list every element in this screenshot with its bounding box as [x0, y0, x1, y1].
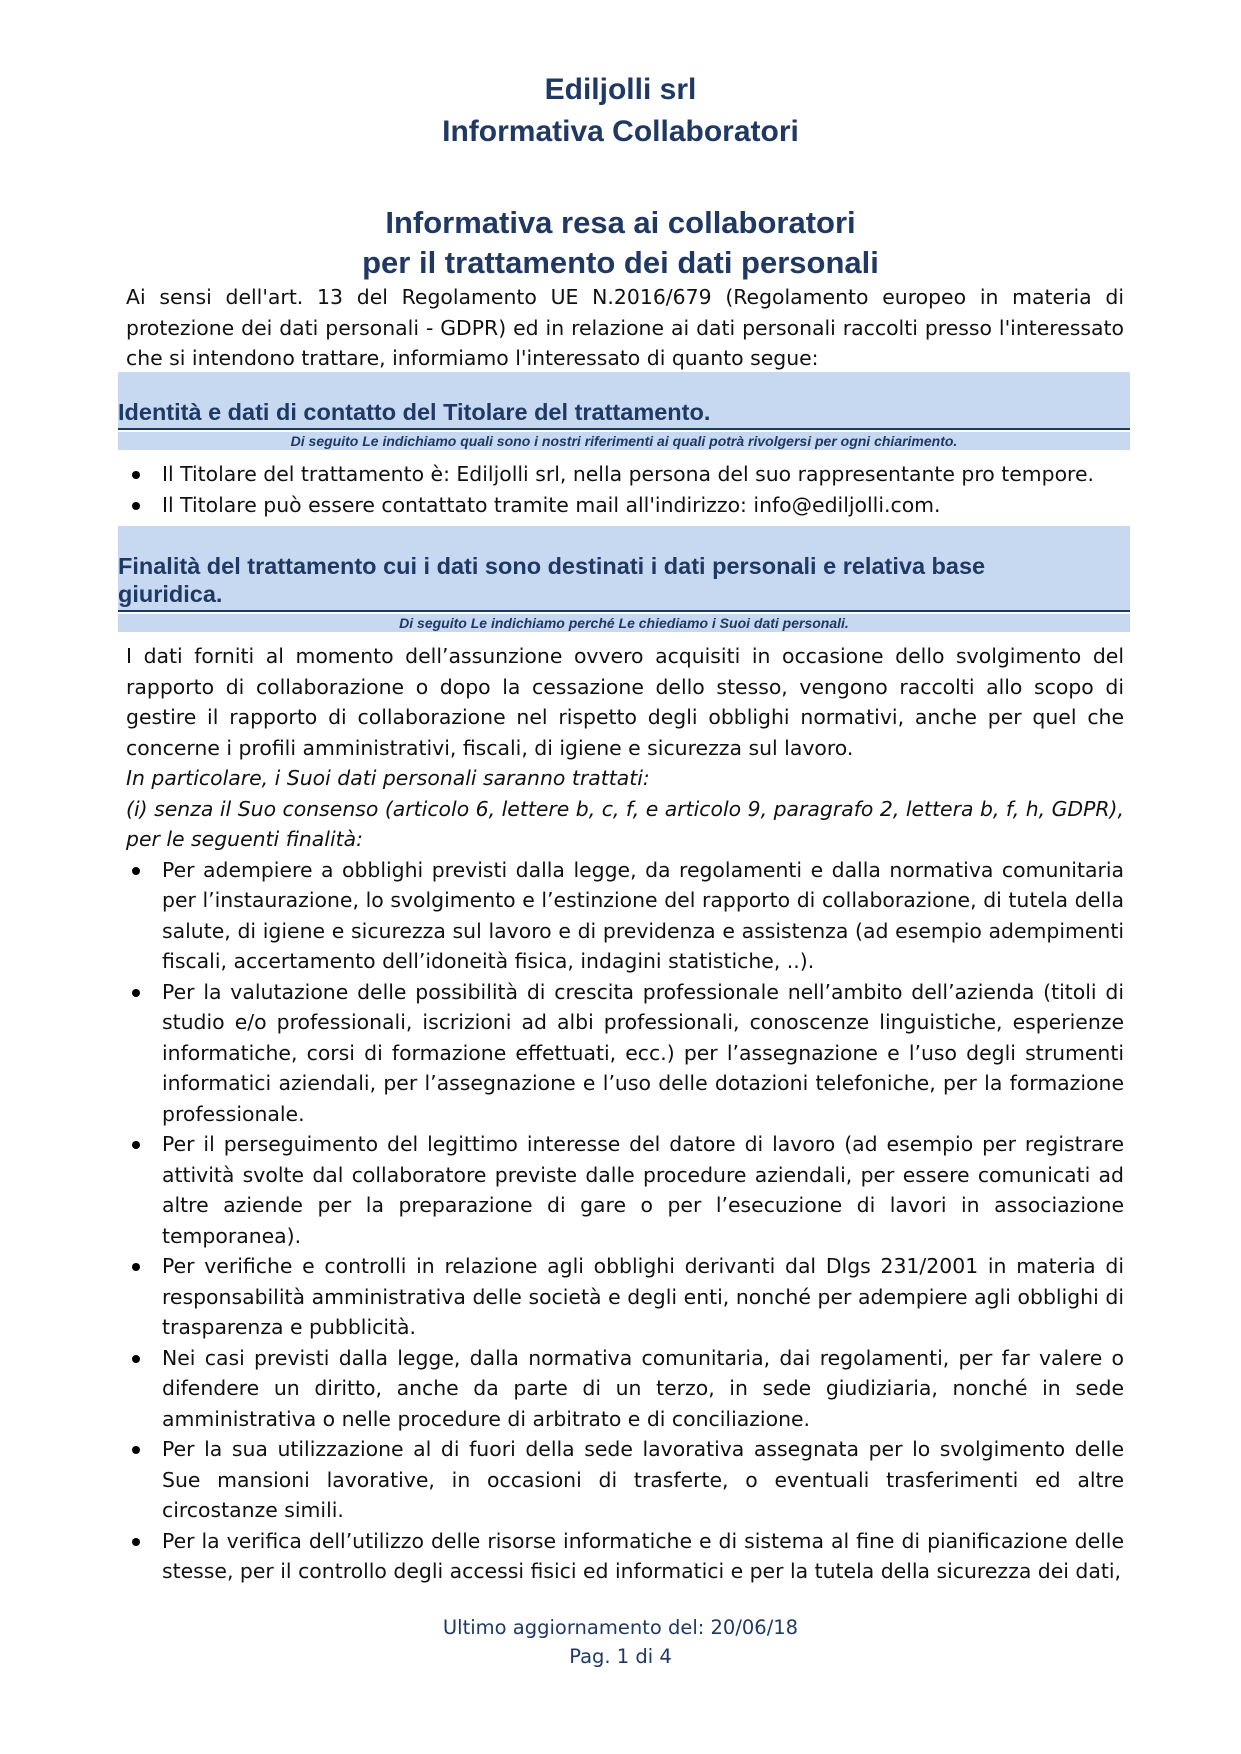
list-item: Per la valutazione delle possibilità di crescita professionale nell’ambito dell’azienda (titoli di studio e/o professionali, iscrizioni ad albi professionali, conoscenze linguistiche, esperienze informatiche, corsi di formazione effettuati, ecc.) per l’assegnazione e l’uso degli strumenti informatici aziendali, per l’assegnazione e l’uso delle dotazioni telefoniche, per la formazione professionale.	[126, 977, 1124, 1130]
list-item: Per il perseguimento del legittimo interesse del datore di lavoro (ad esempio per registrare attività svolte dal collaboratore previste dalle procedure aziendali, per essere comunicati ad altre aziende per la preparazione di gare o per l’esecuzione di lavori in associazione temporanea).	[126, 1129, 1124, 1251]
bullet-icon	[132, 1141, 140, 1149]
bullet-icon	[132, 867, 140, 875]
titolare-list-block	[126, 459, 1124, 520]
titolare-list	[126, 459, 1124, 520]
finalita-italic-line2: (i) senza il Suo consenso (articolo 6, lettere b, c, f, e articolo 9, paragrafo 2, lettera b, f, h, GDPR), per le seguenti finalità:	[126, 796, 1124, 851]
finalita-list	[126, 855, 1124, 1587]
list-item: Il Titolare del trattamento è: Ediljolli srl, nella persona del suo rappresentante pro tempore.	[126, 459, 1124, 490]
bullet-icon	[132, 1263, 140, 1271]
main-title-line2: per il trattamento dei dati personali	[362, 245, 879, 280]
list-item: Nei casi previsti dalla legge, dalla normativa comunitaria, dai regolamenti, per far valere o difendere un diritto, anche da parte di un terzo, in sede giudiziaria, nonché in sede amministrativa o nelle procedure di arbitrato e di conciliazione.	[126, 1343, 1124, 1435]
bullet-icon	[132, 989, 140, 997]
main-title-line1: Informativa resa ai collaboratori	[385, 205, 856, 240]
section-subtitle-finalita: Di seguito Le indichiamo perché Le chiediamo i Suoi dati personali.	[118, 614, 1130, 632]
bullet-icon	[132, 1446, 140, 1454]
section-header-finalita	[118, 526, 1130, 612]
document-title: Informativa Collaboratori	[442, 115, 799, 148]
company-name: Ediljolli srl	[544, 73, 697, 106]
finalita-block	[126, 641, 1124, 1587]
bullet-icon	[132, 1538, 140, 1546]
section-header-titolare	[118, 372, 1130, 430]
bullet-icon	[132, 471, 140, 479]
list-item: Per adempiere a obblighi previsti dalla legge, da regolamenti e dalla normativa comunitaria per l’instaurazione, lo svolgimento e l’estinzione del rapporto di collaborazione, di tutela della salute, di igiene e sicurezza sul lavoro e di previdenza e assistenza (ad esempio adempimenti fiscali, accertamento dell’idoneità fisica, indagini statistiche, ..).	[126, 855, 1124, 977]
bullet-icon	[132, 502, 140, 510]
section-title-finalita-line1: Finalità del trattamento cui i dati sono destinati i dati personali e relativa base	[118, 553, 986, 579]
finalita-italic-line1: In particolare, i Suoi dati personali saranno trattati:	[126, 766, 650, 790]
finalita-paragraph: I dati forniti al momento dell’assunzione ovvero acquisiti in occasione dello svolgimento del rapporto di collaborazione o dopo la cessazione dello stesso, vengono raccolti allo scopo di gestire il rapporto di collaborazione nel rispetto degli obblighi normativi, anche per quel che concerne i profili amministrativi, fiscali, di igiene e sicurezza sul lavoro.	[126, 644, 1124, 760]
intro-block	[126, 282, 1124, 374]
section-subtitle-titolare: Di seguito Le indichiamo quali sono i nostri riferimenti ai quali potrà rivolgersi per ogni chiarimento.	[118, 432, 1130, 450]
intro-paragraph: Ai sensi dell'art. 13 del Regolamento UE N.2016/679 (Regolamento europeo in materia di protezione dei dati personali - GDPR) ed in relazione ai dati personali raccolti presso l'interessato che si intendono trattare, informiamo l'interessato di quanto segue:	[126, 285, 1124, 370]
section-title-titolare: Identità e dati di contatto del Titolare del trattamento.	[118, 399, 711, 425]
footer-page-number: Pag. 1 di 4	[569, 1645, 672, 1668]
section-title-finalita-line2: giuridica.	[118, 581, 223, 607]
list-item: Il Titolare può essere contattato tramite mail all'indirizzo: info@ediljolli.com.	[126, 490, 1124, 521]
footer-updated: Ultimo aggiornamento del: 20/06/18	[442, 1616, 799, 1639]
list-item: Per la sua utilizzazione al di fuori della sede lavorativa assegnata per lo svolgimento delle Sue mansioni lavorative, in occasioni di trasferte, o eventuali trasferimenti ed altre circostanze simili.	[126, 1434, 1124, 1526]
bullet-icon	[132, 1355, 140, 1363]
list-item: Per verifiche e controlli in relazione agli obblighi derivanti dal Dlgs 231/2001 in materia di responsabilità amministrativa delle società e degli enti, nonché per adempiere agli obblighi di trasparenza e pubblicità.	[126, 1251, 1124, 1343]
list-item: Per la verifica dell’utilizzo delle risorse informatiche e di sistema al fine di pianificazione delle stesse, per il controllo degli accessi fisici ed informatici e per la tutela della sicurezza dei dati,	[126, 1526, 1124, 1587]
